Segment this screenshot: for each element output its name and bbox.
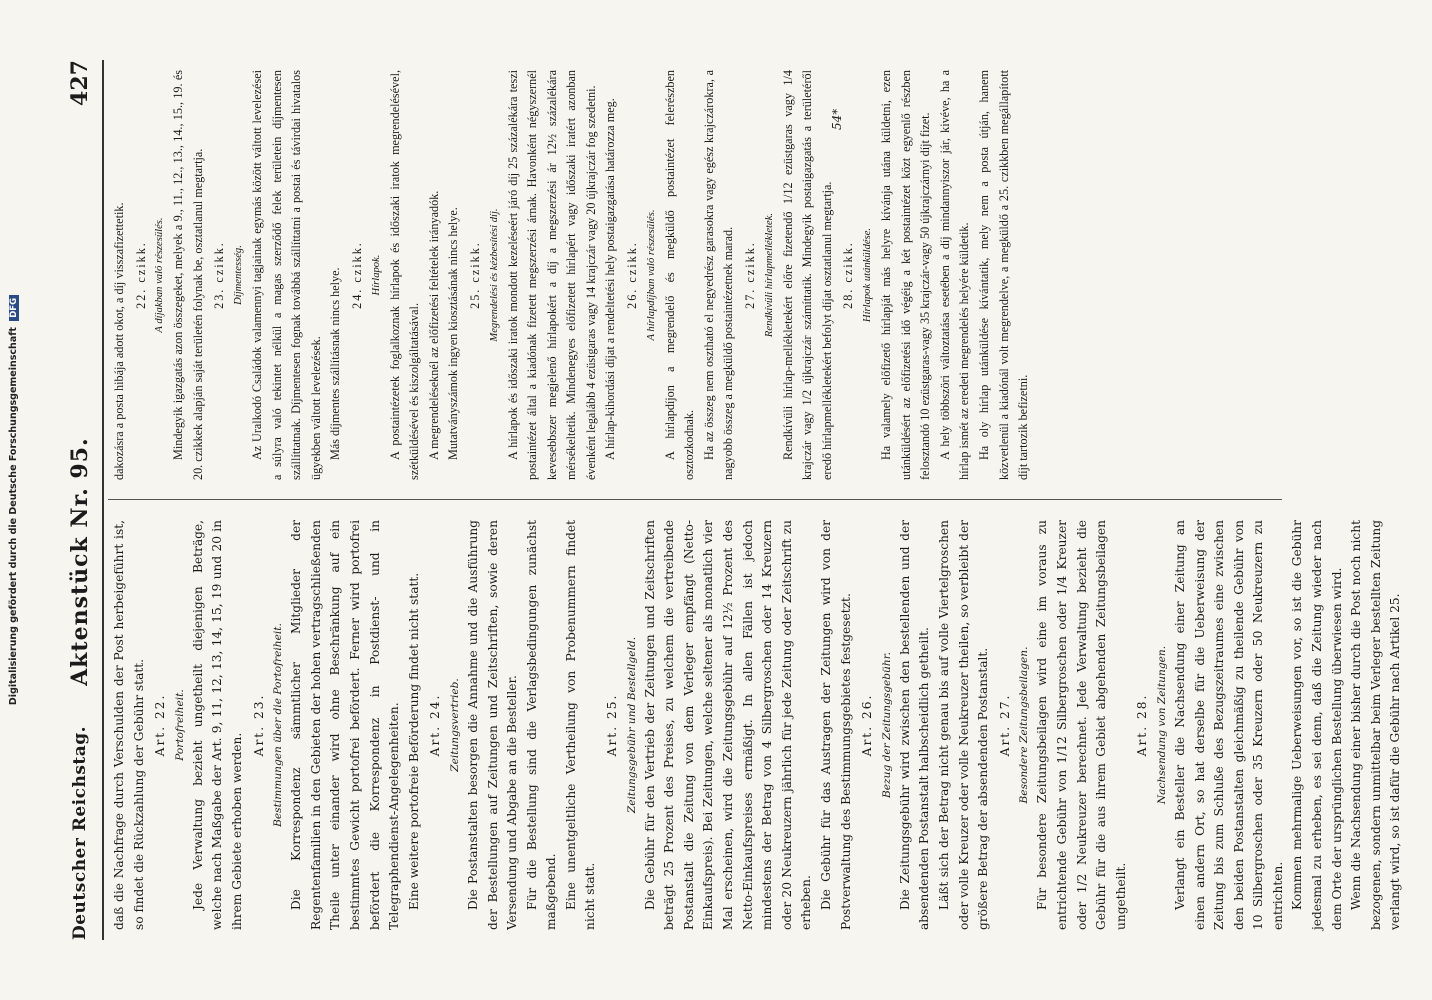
paragraph: daß die Nachfrage durch Verschulden der Post herbeigeführt ist, so findet die Rückzahlung der Gebühr statt. (112, 520, 146, 930)
paragraph: Jede Verwaltung bezieht ungetheilt diejenigen Beträge, welche nach Maßgabe der Art. 9, 11, 12, 13, 14, 15, 19 und 20 in ihrem Gebiete erhoben werden. (190, 520, 244, 930)
signature-mark: 54* (830, 108, 844, 130)
paragraph: Für besondere Zeitungsbeilagen wird eine im voraus zu entrichtende Gebühr von 1/12 Silbergroschen oder 1/4 Kreuzer oder 1/2 Neukreuzer berechnet. Jede Verwaltung bezieht die Gebühr für die aus ihrem Gebiet abgehenden Zeitungsbeilagen ungetheilt. (1035, 520, 1128, 930)
article-subtitle: Zeitungsvertrieb. (448, 678, 461, 772)
article-subtitle: Hírlapok. (370, 254, 382, 296)
article-heading: 24. czikk. (349, 241, 364, 309)
article-subtitle: A díjakban való részesülés. (154, 217, 166, 333)
article-subtitle: Megrendelési és kézbesítési díj. (488, 208, 500, 342)
paragraph: Wenn die Nachsendung einer bisher durch die Post noch nicht bezogenen, sondern unmittelbar beim Verleger bestellten Zeitung verlangt wird, so ist dafür die Gebühr nach Artikel 25. (1349, 520, 1403, 930)
article-heading: 26. czikk. (625, 241, 640, 309)
paragraph: Für die Bestellung sind die Verlagsbedingungen zunächst maßgebend. (524, 520, 559, 930)
paragraph: Mindegyik igazgatás azon összegeket, melyek a 9., 11., 12., 13., 14., 15., 19. és 20. czikkek alapján saját területén folynak be, osztatlanul megtartja. (171, 70, 205, 480)
paragraph: A postaintézetek foglalkoznak hírlapok és időszaki iratok megrendelésével, szétküldésével és kiszolgáltatásával. (387, 70, 422, 480)
paragraph: Mutatványszámok ingyen kiosztásának nincs helye. (446, 207, 461, 460)
paragraph: Die Gebühr für das Austragen der Zeitungen wird von der Postverwaltung des Bestimmungsgebietes festgesetzt. (819, 520, 853, 930)
paragraph: A hely többszöri változtatása esetében a díj mindannyiszor jár, kivéve, ha a hírlap ismét az eredeti megrendelés helyére küldetik. (937, 70, 972, 480)
paragraph: Ha az összeg nem osztható el negyedrész garasokra vagy egész krajczárokra, a nagyobb összeg a megküldő postaintézetnek marad. (701, 70, 736, 480)
paragraph: A hírlap-kihordási díjat a rendeltetési hely postaigazgatása határozza meg. (603, 98, 618, 460)
header-document-number: Aktenstück Nr. 95. (67, 437, 93, 686)
paragraph: Die Zeitungsgebühr wird zwischen den bestellenden und der absendenden Postanstalt halbscheidlich getheilt. (897, 520, 932, 930)
digitization-credit (8, 0, 19, 1000)
article-subtitle: Díjmentesség. (232, 245, 244, 305)
paragraph: Die Gebühr für den Vertrieb der Zeitungen und Zeitschriften beträgt 25 Prozent des Preises, zu welchem die vertreibende Postanstalt die Zeitung von dem Verleger empfängt (Netto-Einkaufspreis). Bei Zeitungen, welche seltener als monatlich vier Mal erscheinen, wird die Zeitungsgebühr auf 12½ Prozent des Netto-Einkaufspreises ermäßigt. In allen Fällen ist jedoch mindestens der Betrag von 4 Silbergroschen oder 14 Kreuzern oder 20 Neukreuzern jährlich für jede Zeitung oder Zeitschrift zu erheben. (642, 520, 814, 930)
article-heading: Art. 24. (428, 693, 443, 757)
article-heading: Art. 26. (860, 693, 875, 757)
article-heading: Art. 28. (1135, 693, 1150, 757)
paragraph: Ha valamely előfizető hírlapját más helyre kívánja utána küldetni, ezen utánküldésért az előfizetési idő végéig a két postaintézet közt egyenlő részben felosztandó 10 ezüstgaras-vagy 35 krajczár-vagy 50 újkrajczárnyi díjt fizet. (879, 70, 933, 480)
paragraph: Die Postanstalten besorgen die Annahme und die Ausführung der Bestellungen auf Zeitungen und Zeitschriften, sowie deren Versendung und Abgabe an die Besteller. (465, 520, 520, 930)
article-subtitle: Hírlapok utánküldése. (862, 227, 873, 323)
article-heading: Art. 23. (251, 693, 266, 757)
paragraph: Az Uralkodó Családok valamennyi tagjainak egymás között váltott levelezései a súlyra való tekintet nélkül a magas szerződő felek területein díjmentesen szállíttatnak. Díjmentesen fognak továbbá szállíttatni a postai és távirdai hivatalos ügyekben váltott levelezések. (249, 70, 323, 480)
german-text-column (110, 520, 1406, 930)
header-rule (102, 60, 104, 940)
paragraph: Verlangt ein Besteller die Nachsendung einer Zeitung an einen andern Ort, so hat derselbe für die Ueberweisung der Zeitung bis zum Schluße des Bezugszeitraumes eine zwischen den beiden Postanstalten gleichmäßig zu theilende Gebühr von 10 Silbergroschen oder 35 Kreuzern oder 50 Neukreuzern zu entrichten. (1172, 520, 1285, 930)
article-heading: Art. 27. (997, 693, 1012, 757)
article-heading: 22. czikk. (133, 241, 148, 309)
article-heading: 25. czikk. (467, 241, 482, 309)
paragraph: Die Korrespondenz sämmtlicher Mitglieder der Regentenfamilien in den Gebieten der hohen vertragschließenden Theile unter einander wird ohne Beschränkung auf ein bestimmtes Gewicht portofrei befördert. Ferner wird portofrei befördert die Korrespondenz in Postdienst- und in Telegraphendienst-Angelegenheiten. (289, 520, 402, 930)
article-subtitle: Besondere Zeitungsbeilagen. (1018, 646, 1031, 804)
header-left-title: Deutscher Reichstag. (70, 725, 90, 940)
digitization-note: Digitalisierung gefördert durch die Deutsche Forschungsgemeinschaft (8, 327, 19, 706)
page-number: 427 (67, 60, 93, 106)
article-heading: Art. 22. (153, 693, 168, 757)
paragraph: Läßt sich der Betrag nicht genau bis auf volle Viertelgroschen oder volle Kreuzer oder volle Neukreuzer theilen, so verbleibt der größere Betrag der absendenden Postanstalt. (936, 520, 991, 930)
column-divider (108, 499, 1282, 500)
article-heading: 28. czikk. (841, 241, 856, 309)
paragraph: Más díjmentes szállításnak nincs helye. (328, 267, 343, 460)
dfg-logo: DFG (9, 295, 19, 321)
page-header (60, 60, 100, 940)
article-subtitle: Bezug der Zeitungsgebühr. (880, 652, 893, 798)
article-subtitle: Bestimmungen über die Portofreiheit. (272, 623, 285, 827)
article-subtitle: Nachsendung von Zeitungen. (1155, 645, 1168, 805)
paragraph: Kommen mehrmalige Ueberweisungen vor, so ist die Gebühr jedesmal zu erheben, es sei denn, daß die Zeitung wieder nach dem Orte der ursprünglichen Bestellung überwiesen wird. (1290, 520, 1344, 930)
paragraph: A hírlapok és időszaki iratok mondott kezeléseért járó díj 25 százalékára teszi postaintézet által a kiadónak fizetett megszerzési árnak. Havonként négyszernél kevesebbszer megjelenő hírlapokért a díj a megszerzési ár 12½ százalékára mérsékeltetik. Mindenegyes előfizetett hírlapért vagy időszaki iratért azonban évenként legalább 4 ezüstgaras vagy 14 krajczár vagy 20 újkrajczár fog szedetni. (505, 70, 598, 480)
paragraph: dakozásra a posta hibája adott okot, a díj visszafizettetik. (112, 202, 126, 480)
paragraph: Eine unentgeltliche Vertheilung von Probenummern findet nicht statt. (563, 520, 598, 930)
paragraph: Rendkívüli hírlap-mellékletekért előre fizetendő 1/12 ezüstgaras vagy 1/4 krajczár vagy 1/2 újkrajczár számíttatik. Mindegyik postaigazgatás a területéről eredő hírlapmellékletekért befolyt díjat osztatlanul megtartja. (780, 70, 834, 480)
paragraph: Ha oly hírlap utánküldése kívántatik, mely nem a posta útján, hanem közvetlenül a kiadónál volt megrendelve, a megküldő a 25. czikkben megállapított díjt tartozik befizetni. (976, 70, 1031, 480)
article-subtitle: A hírlapdíjban való részesülés. (645, 209, 657, 341)
article-subtitle: Rendkívüli hírlapmellékletek. (763, 212, 775, 338)
article-subtitle: Portofreiheit. (173, 689, 186, 761)
paragraph: A megrendeléseknél az előfizetési feltételek irányadók. (426, 190, 441, 460)
hungarian-text-column (110, 70, 1034, 480)
article-heading: Art. 25. (605, 693, 620, 757)
article-heading: 27. czikk. (743, 241, 758, 309)
paragraph: A hírlapdíjon a megrendelő és megküldő postaintézet felerészben osztozkodnak. (662, 70, 697, 480)
article-heading: 23. czikk. (212, 241, 227, 309)
article-subtitle: Zeitungsgebühr und Bestellgeld. (625, 636, 638, 814)
paragraph: Eine weitere portofreie Beförderung findet nicht statt. (406, 572, 421, 910)
